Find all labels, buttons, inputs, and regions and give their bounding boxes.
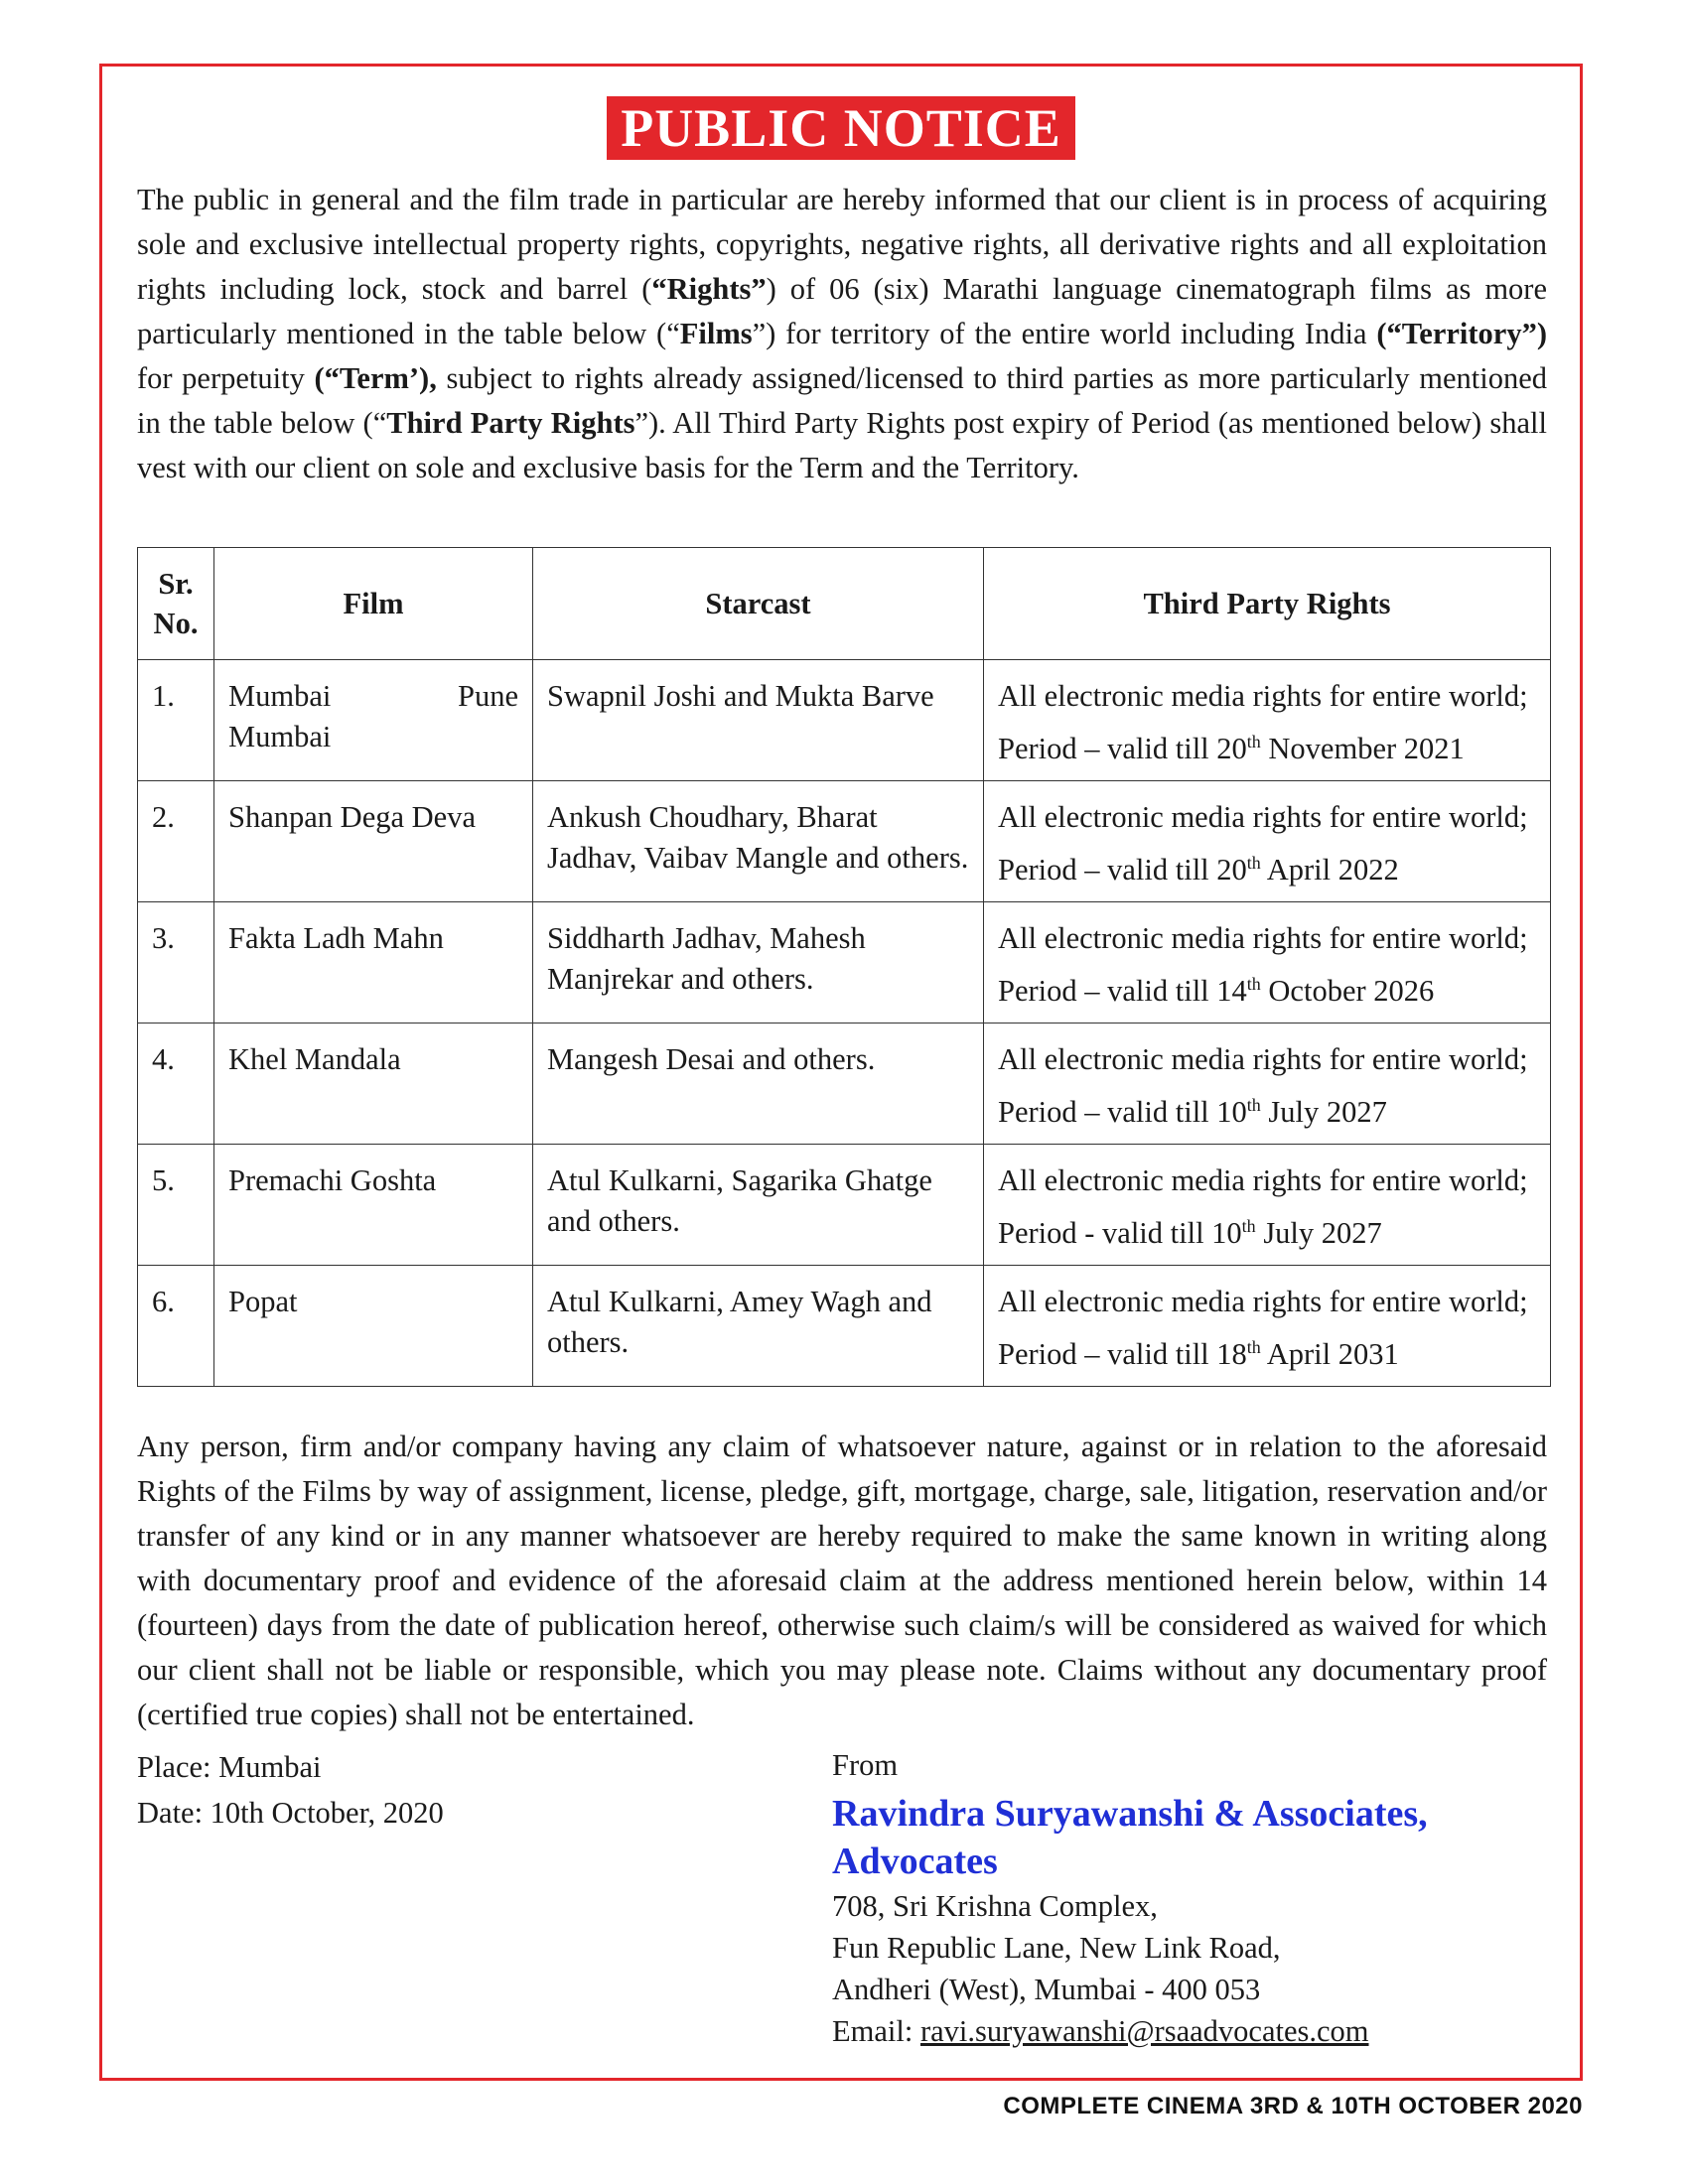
- header-sr-no: Sr. No.: [138, 548, 214, 660]
- film-word: Pune: [458, 679, 518, 713]
- row-sr: 6.: [138, 1266, 214, 1387]
- row-starcast: Atul Kulkarni, Sagarika Ghatge and others.: [533, 1145, 984, 1266]
- place-line: Place: Mumbai: [137, 1750, 322, 1784]
- row-rights: [984, 1024, 1551, 1145]
- row-rights: [984, 781, 1551, 902]
- row-sr: 5.: [138, 1145, 214, 1266]
- period-date: April 2031: [1260, 1337, 1399, 1371]
- film-title-line-1: [228, 676, 518, 717]
- period-prefix: Period – valid till 10: [998, 1095, 1247, 1129]
- notice-frame: [99, 64, 1583, 2081]
- table-row: [138, 1024, 1551, 1145]
- period-sup: th: [1246, 973, 1261, 994]
- intro-text-4: for perpetuity: [137, 361, 315, 395]
- row-sr: 3.: [138, 902, 214, 1024]
- row-film: [214, 660, 533, 781]
- email-line: [832, 2010, 1428, 2052]
- row-film: Fakta Ladh Mahn: [214, 902, 533, 1024]
- film-word: Mumbai: [228, 679, 332, 713]
- period-text: [998, 1213, 1536, 1254]
- from-label: From: [832, 1748, 899, 1782]
- table-row: [138, 1266, 1551, 1387]
- rights-text: All electronic media rights for entire world;: [998, 1042, 1528, 1076]
- intro-bold-rights: “Rights”: [651, 272, 767, 306]
- row-starcast: Siddharth Jadhav, Mahesh Manjrekar and others.: [533, 902, 984, 1024]
- period-sup: th: [1246, 852, 1261, 873]
- row-rights: [984, 660, 1551, 781]
- rights-text: All electronic media rights for entire world;: [998, 1285, 1528, 1318]
- table-row: [138, 660, 1551, 781]
- row-film: Shanpan Dega Deva: [214, 781, 533, 902]
- address-line-3: Andheri (West), Mumbai - 400 053: [832, 1973, 1261, 2006]
- intro-text-3: ”) for territory of the entire world including India: [752, 317, 1377, 350]
- row-film: Popat: [214, 1266, 533, 1387]
- row-sr: 2.: [138, 781, 214, 902]
- row-rights: [984, 1266, 1551, 1387]
- period-prefix: Period – valid till 20: [998, 853, 1247, 887]
- table-row: [138, 902, 1551, 1024]
- table-header-row: [138, 548, 1551, 660]
- rights-text: All electronic media rights for entire world;: [998, 800, 1528, 834]
- header-third-party-rights: Third Party Rights: [984, 548, 1551, 660]
- claims-paragraph: Any person, firm and/or company having any claim of whatsoever nature, against or in relation to the aforesaid Rights of the Films by way of assignment, license, pledge, gift, mortgage, charge, sale, litigation, reservation and/or transfer of any kind or in any manner whatsoever are hereby required to make the same known in writing along with documentary proof and evidence of the aforesaid claim at the address mentioned herein below, within 14 (fourteen) days from the date of publication hereof, otherwise such claim/s will be considered as waived for which our client shall not be liable or responsible, which you may please note. Claims without any documentary proof (certified true copies) shall not be entertained.: [137, 1430, 1547, 1731]
- date-line: Date: 10th October, 2020: [137, 1796, 444, 1830]
- firm-name-line-2: Advocates: [832, 1841, 998, 1882]
- email-label: Email:: [832, 2014, 920, 2048]
- address-line-1: 708, Sri Krishna Complex,: [832, 1889, 1158, 1923]
- rights-text: All electronic media rights for entire world;: [998, 679, 1528, 713]
- period-date: April 2022: [1260, 853, 1399, 887]
- signature-block: [832, 1744, 1428, 2052]
- table-row: [138, 1145, 1551, 1266]
- period-sup: th: [1241, 1215, 1256, 1236]
- notice-title: PUBLIC NOTICE: [607, 96, 1075, 160]
- period-sup: th: [1246, 1336, 1261, 1357]
- row-starcast: Swapnil Joshi and Mukta Barve: [533, 660, 984, 781]
- table-row: [138, 781, 1551, 902]
- row-sr: 1.: [138, 660, 214, 781]
- films-table: [137, 547, 1551, 1387]
- period-prefix: Period – valid till 18: [998, 1337, 1247, 1371]
- address-line-2: Fun Republic Lane, New Link Road,: [832, 1931, 1281, 1965]
- firm-name-line-1: Ravindra Suryawanshi & Associates,: [832, 1793, 1428, 1835]
- intro-text-2: ) of 06 (six) Marathi language cinematograph films as more particularly mentioned in the table below (“: [137, 272, 1547, 350]
- period-text: [998, 729, 1536, 769]
- period-date: July 2027: [1255, 1216, 1382, 1250]
- row-rights: [984, 1145, 1551, 1266]
- row-starcast: Mangesh Desai and others.: [533, 1024, 984, 1145]
- period-prefix: Period – valid till 20: [998, 732, 1247, 765]
- period-date: November 2021: [1260, 732, 1465, 765]
- rights-text: All electronic media rights for entire world;: [998, 1163, 1528, 1197]
- row-film: Khel Mandala: [214, 1024, 533, 1145]
- period-text: [998, 1334, 1536, 1375]
- place-date-block: [137, 1744, 444, 1836]
- intro-text-1: The public in general and the film trade in particular are hereby informed that our client is in process of acquiring sole and exclusive intellectual property rights, copyrights, negative rights, all derivative rights and all exploitation rights including lock, stock and barrel (: [137, 183, 1547, 306]
- row-rights: [984, 902, 1551, 1024]
- period-text: [998, 971, 1536, 1012]
- period-text: [998, 1092, 1536, 1133]
- intro-bold-third-party: Third Party Rights: [386, 406, 635, 440]
- intro-text-5: subject to rights already assigned/licensed to third parties as more particularly mentioned in the table below (“: [137, 361, 1547, 440]
- row-film: Premachi Goshta: [214, 1145, 533, 1266]
- header-starcast: Starcast: [533, 548, 984, 660]
- period-date: October 2026: [1260, 974, 1435, 1008]
- intro-bold-term: (“Term’),: [314, 361, 437, 395]
- rights-text: All electronic media rights for entire world;: [998, 921, 1528, 955]
- row-sr: 4.: [138, 1024, 214, 1145]
- intro-bold-territory: (“Territory”): [1376, 317, 1547, 350]
- header-film: Film: [214, 548, 533, 660]
- period-date: July 2027: [1260, 1095, 1387, 1129]
- email-link[interactable]: ravi.suryawanshi@rsaadvocates.com: [919, 2014, 1369, 2048]
- title-wrap: [102, 96, 1580, 160]
- period-sup: th: [1246, 731, 1261, 751]
- film-title-line-2: Mumbai: [228, 720, 332, 753]
- row-starcast: Ankush Choudhary, Bharat Jadhav, Vaibav Mangle and others.: [533, 781, 984, 902]
- intro-paragraph: [137, 178, 1547, 490]
- publication-footer: COMPLETE CINEMA 3RD & 10TH OCTOBER 2020: [1003, 2093, 1583, 2119]
- period-prefix: Period – valid till 14: [998, 974, 1247, 1008]
- intro-text-6: ”). All Third Party Rights post expiry of Period (as mentioned below) shall vest with our client on sole and exclusive basis for the Term and the Territory.: [137, 406, 1547, 484]
- period-sup: th: [1246, 1094, 1261, 1115]
- intro-bold-films: Films: [679, 317, 753, 350]
- row-starcast: Atul Kulkarni, Amey Wagh and others.: [533, 1266, 984, 1387]
- period-prefix: Period - valid till 10: [998, 1216, 1242, 1250]
- period-text: [998, 850, 1536, 890]
